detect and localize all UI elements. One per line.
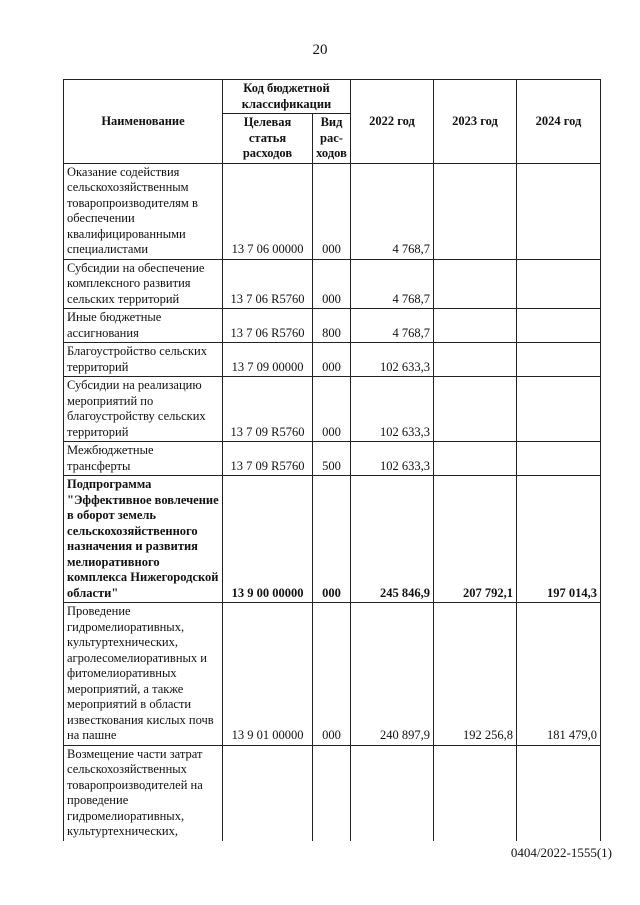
row-code: 13 7 09 R5760: [223, 377, 313, 442]
table-row: [64, 163, 601, 259]
row-2024: [517, 745, 601, 841]
row-code: 13 9 00 00000: [223, 476, 313, 603]
row-2024: [517, 259, 601, 309]
table-row: [64, 309, 601, 343]
row-2022: 102 633,3: [351, 343, 434, 377]
row-type: 500: [313, 442, 351, 476]
row-type: 000: [313, 377, 351, 442]
row-2022: 102 633,3: [351, 442, 434, 476]
table-row: [64, 442, 601, 476]
row-code: 13 7 09 R5760: [223, 442, 313, 476]
row-2023: 192 256,8: [434, 603, 517, 746]
header-name: Наименование: [64, 80, 223, 164]
header-kbk-group: Код бюджетной классификации: [223, 80, 351, 114]
row-2022: 4 768,7: [351, 259, 434, 309]
row-name: Возмещение части затрат сельскохозяйственных товаропроизводителей на проведение гидромелиоративных, культуртехнических,: [64, 745, 223, 841]
row-name: Проведение гидромелиоративных, культуртехнических, агролесомелиоративных и фитомелиоративных мероприятий, а также мероприятий в области известкования кислых почв на пашне: [64, 603, 223, 746]
row-2022: 4 768,7: [351, 309, 434, 343]
row-2023: [434, 163, 517, 259]
row-2023: [434, 745, 517, 841]
row-2022: 4 768,7: [351, 163, 434, 259]
table-row: [64, 603, 601, 746]
header-2022: 2022 год: [351, 80, 434, 164]
table-row: [64, 377, 601, 442]
row-type: 000: [313, 163, 351, 259]
row-2023: 207 792,1: [434, 476, 517, 603]
page-number: 20: [312, 42, 328, 58]
row-2024: [517, 377, 601, 442]
row-name: Иные бюджетные ассигнования: [64, 309, 223, 343]
row-code: [223, 745, 313, 841]
row-name: Подпрограмма "Эффективное вовлечение в оборот земель сельскохозяйственного назначения и развития мелиоративного комплекса Нижегородской области": [64, 476, 223, 603]
row-2024: [517, 442, 601, 476]
row-type: 000: [313, 476, 351, 603]
row-type: 000: [313, 603, 351, 746]
header-2023: 2023 год: [434, 80, 517, 164]
header-2024: 2024 год: [517, 80, 601, 164]
row-name: Оказание содействия сельскохозяйственным товаропроизводителям в обеспечении квалифицированными специалистами: [64, 163, 223, 259]
row-2024: 197 014,3: [517, 476, 601, 603]
table-row: [64, 745, 601, 841]
row-2023: [434, 259, 517, 309]
row-2022: 240 897,9: [351, 603, 434, 746]
row-2022: 245 846,9: [351, 476, 434, 603]
row-type: 000: [313, 343, 351, 377]
table-row: [64, 259, 601, 309]
row-type: 800: [313, 309, 351, 343]
row-name: Благоустройство сельских территорий: [64, 343, 223, 377]
row-2023: [434, 377, 517, 442]
table-row-subprogram: [64, 476, 601, 603]
row-name: Субсидии на реализацию мероприятий по благоустройству сельских территорий: [64, 377, 223, 442]
row-code: 13 7 06 R5760: [223, 259, 313, 309]
row-2022: 102 633,3: [351, 377, 434, 442]
row-type: [313, 745, 351, 841]
header-target-article: Целевая статья расходов: [223, 114, 313, 164]
row-name: Субсидии на обеспечение комплексного развития сельских территорий: [64, 259, 223, 309]
header-expense-type: Вид рас-ходов: [313, 114, 351, 164]
row-2024: [517, 343, 601, 377]
row-2024: [517, 163, 601, 259]
row-name: Межбюджетные трансферты: [64, 442, 223, 476]
row-2022: [351, 745, 434, 841]
table-row: [64, 343, 601, 377]
row-2024: [517, 309, 601, 343]
row-2024: 181 479,0: [517, 603, 601, 746]
row-code: 13 7 06 R5760: [223, 309, 313, 343]
row-code: 13 7 06 00000: [223, 163, 313, 259]
row-code: 13 9 01 00000: [223, 603, 313, 746]
row-2023: [434, 442, 517, 476]
budget-table: [63, 79, 601, 841]
row-code: 13 7 09 00000: [223, 343, 313, 377]
row-2023: [434, 309, 517, 343]
row-type: 000: [313, 259, 351, 309]
document-code: 0404/2022-1555(1): [510, 845, 612, 860]
row-2023: [434, 343, 517, 377]
